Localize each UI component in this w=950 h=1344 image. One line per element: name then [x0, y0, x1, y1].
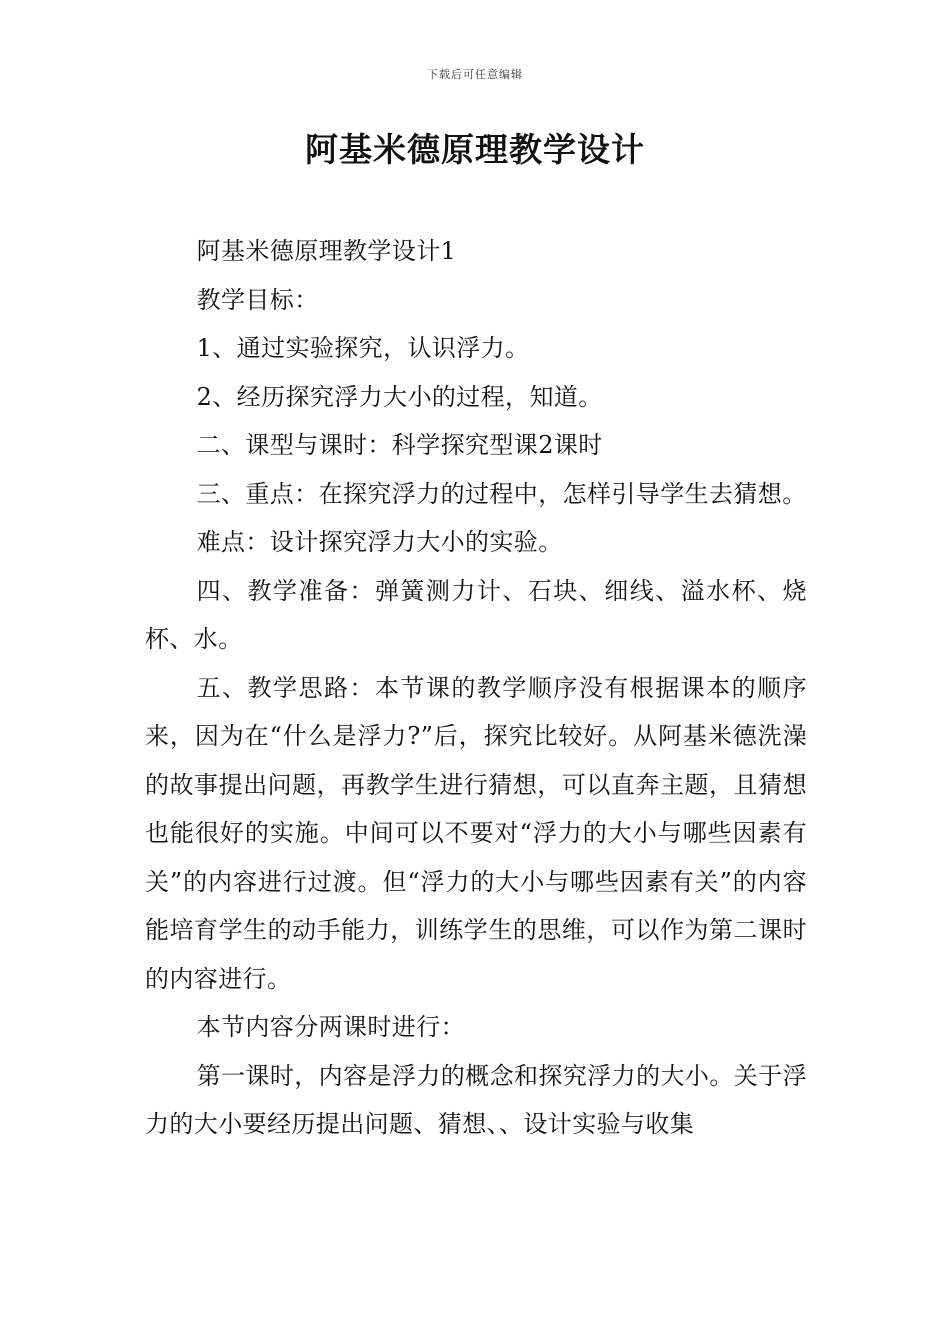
paragraph-preparation: 四、教学准备：弹簧测力计、石块、细线、溢水杯、烧杯、水。 — [145, 576, 807, 653]
paragraph-objective-1: 1、通过实验探究，认识浮力。 — [196, 334, 530, 362]
paragraph-difficulty: 难点：设计探究浮力大小的实验。 — [196, 528, 563, 556]
paragraph-objective-2: 2、经历探究浮力大小的过程，知道。 — [196, 382, 603, 411]
paragraph-lesson-type: 二、课型与课时：科学探究型课2课时 — [196, 431, 603, 459]
paragraph-subtitle: 阿基米德原理教学设计1 — [196, 237, 457, 265]
paragraph-schedule: 本节内容分两课时进行： — [196, 1013, 465, 1041]
paragraph-teaching-approach: 五、教学思路：本节课的教学顺序没有根据课本的顺序来，因为在“什么是浮力?”后，探究比较好。从阿基米德洗澡的故事提出问题，再教学生进行猜想，可以直奔主题，且猜想也能很好的实施。中间可以不要对“浮力的大小与哪些因素有关”的内容进行过渡。但“浮力的大小与哪些因素有关”的内容能培育学生的动手能力，训练学生的思维，可以作为第二课时的内容进行。 — [145, 673, 807, 993]
document-body — [145, 227, 807, 1149]
document-title: 阿基米德原理教学设计 — [305, 130, 645, 169]
header-note: 下载后可任意编辑 — [427, 68, 523, 81]
paragraph-first-lesson: 第一课时，内容是浮力的概念和探究浮力的大小。关于浮力的大小要经历提出问题、猜想、、设计实验与收集 — [145, 1061, 807, 1138]
paragraph-key-point: 三、重点：在探究浮力的过程中，怎样引导学生去猜想。 — [196, 479, 807, 508]
paragraph-objectives-heading: 教学目标： — [196, 285, 319, 314]
